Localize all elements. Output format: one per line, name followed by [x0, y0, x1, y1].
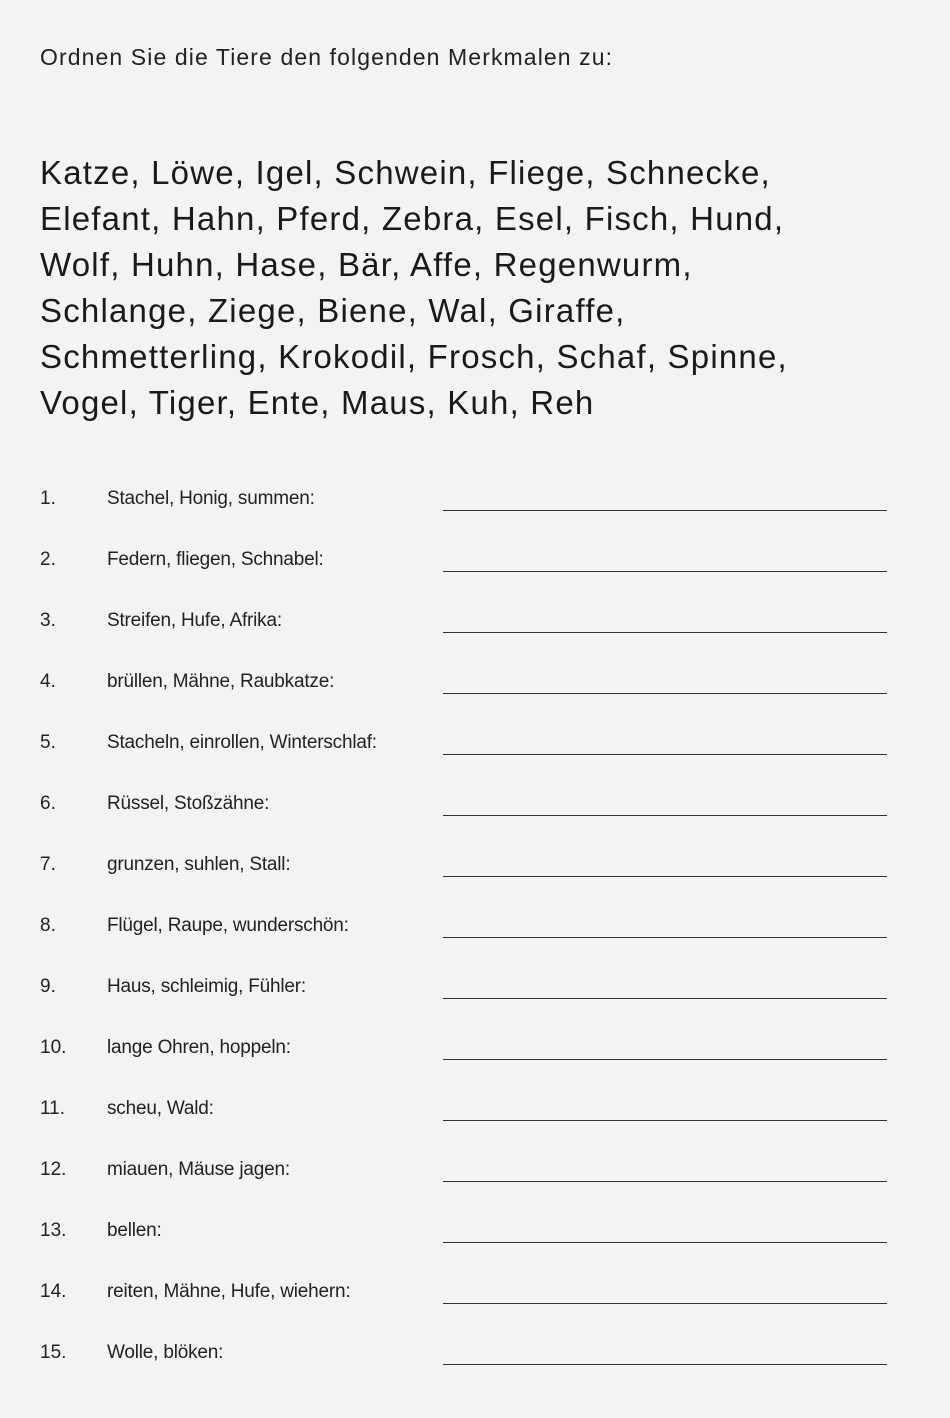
answer-line[interactable] [443, 815, 887, 816]
exercise-item [0, 897, 950, 958]
exercise-item [0, 1324, 950, 1385]
answer-line[interactable] [443, 1242, 887, 1243]
word-bank-line: Vogel, Tiger, Ente, Maus, Kuh, Reh [40, 384, 595, 421]
answer-line[interactable] [443, 571, 887, 572]
item-clue: Wolle, blöken: [107, 1342, 224, 1363]
item-number: 1. [40, 488, 56, 509]
item-clue: lange Ohren, hoppeln: [107, 1037, 291, 1058]
exercise-item [0, 1019, 950, 1080]
answer-line[interactable] [443, 1059, 887, 1060]
word-bank [40, 150, 920, 426]
exercise-item [0, 958, 950, 1019]
exercise-item [0, 775, 950, 836]
instruction-heading: Ordnen Sie die Tiere den folgenden Merkmalen zu: [40, 44, 614, 70]
answer-line[interactable] [443, 998, 887, 999]
item-number: 7. [40, 854, 56, 875]
item-number: 2. [40, 549, 56, 570]
answer-line[interactable] [443, 693, 887, 694]
answer-line[interactable] [443, 1181, 887, 1182]
item-number: 9. [40, 976, 56, 997]
exercise-item [0, 470, 950, 531]
item-clue: reiten, Mähne, Hufe, wiehern: [107, 1281, 351, 1302]
exercise-item [0, 531, 950, 592]
word-bank-line: Schlange, Ziege, Biene, Wal, Giraffe, [40, 292, 626, 329]
answer-line[interactable] [443, 1303, 887, 1304]
item-number: 12. [40, 1159, 67, 1180]
item-clue: miauen, Mäuse jagen: [107, 1159, 290, 1180]
exercise-item [0, 1080, 950, 1141]
answer-line[interactable] [443, 510, 887, 511]
item-clue: Haus, schleimig, Fühler: [107, 976, 306, 997]
exercise-item [0, 1141, 950, 1202]
word-bank-line: Katze, Löwe, Igel, Schwein, Fliege, Schnecke, [40, 154, 771, 191]
item-number: 15. [40, 1342, 67, 1363]
item-clue: scheu, Wald: [107, 1098, 214, 1119]
item-number: 8. [40, 915, 56, 936]
exercise-item [0, 592, 950, 653]
word-bank-line: Schmetterling, Krokodil, Frosch, Schaf, Spinne, [40, 338, 788, 375]
answer-line[interactable] [443, 876, 887, 877]
answer-line[interactable] [443, 1364, 887, 1365]
item-clue: grunzen, suhlen, Stall: [107, 854, 291, 875]
item-number: 14. [40, 1281, 67, 1302]
exercise-item [0, 653, 950, 714]
item-clue: Federn, fliegen, Schnabel: [107, 549, 324, 570]
item-clue: brüllen, Mähne, Raubkatze: [107, 671, 335, 692]
exercise-item [0, 1202, 950, 1263]
answer-line[interactable] [443, 754, 887, 755]
item-number: 5. [40, 732, 56, 753]
item-clue: Streifen, Hufe, Afrika: [107, 610, 282, 631]
item-clue: Rüssel, Stoßzähne: [107, 793, 270, 814]
item-clue: bellen: [107, 1220, 162, 1241]
item-number: 13. [40, 1220, 67, 1241]
item-number: 4. [40, 671, 56, 692]
item-clue: Flügel, Raupe, wunderschön: [107, 915, 349, 936]
answer-line[interactable] [443, 1120, 887, 1121]
exercise-list [0, 470, 950, 1385]
answer-line[interactable] [443, 632, 887, 633]
word-bank-line: Wolf, Huhn, Hase, Bär, Affe, Regenwurm, [40, 246, 693, 283]
item-number: 10. [40, 1037, 67, 1058]
item-clue: Stacheln, einrollen, Winterschlaf: [107, 732, 377, 753]
item-number: 6. [40, 793, 56, 814]
item-number: 11. [40, 1098, 66, 1119]
item-number: 3. [40, 610, 56, 631]
item-clue: Stachel, Honig, summen: [107, 488, 315, 509]
exercise-item [0, 1263, 950, 1324]
word-bank-line: Elefant, Hahn, Pferd, Zebra, Esel, Fisch, Hund, [40, 200, 785, 237]
exercise-item [0, 836, 950, 897]
exercise-item [0, 714, 950, 775]
answer-line[interactable] [443, 937, 887, 938]
